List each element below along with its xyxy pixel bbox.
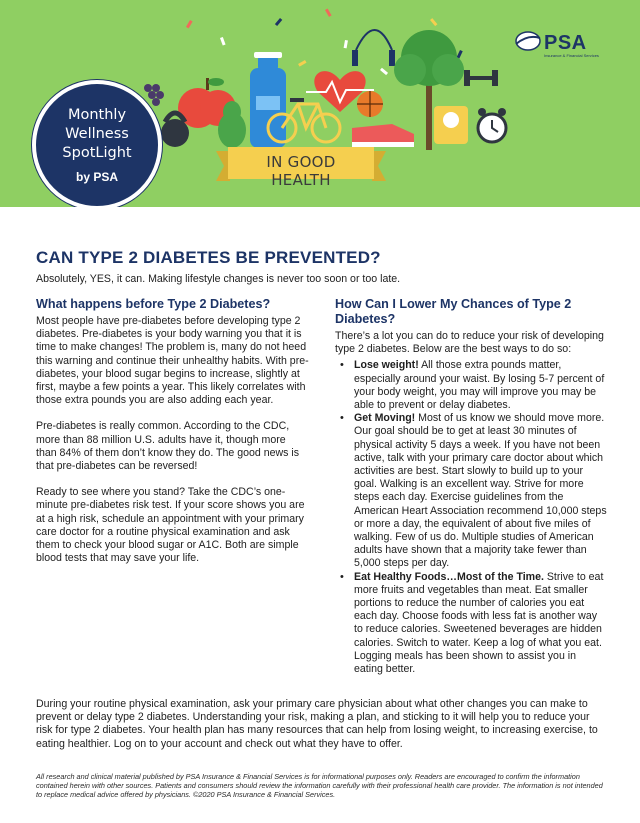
- badge-line-3: SpotLight: [62, 145, 132, 161]
- tip-title: Lose weight!: [354, 359, 419, 372]
- logo-text: PSA: [544, 32, 587, 54]
- tip-title: Eat Healthy Foods…Most of the Time.: [354, 570, 544, 583]
- bathroom-scale-icon: [434, 106, 468, 144]
- globe-swoosh-icon: [514, 30, 542, 52]
- article-header: [36, 248, 608, 285]
- tip-eat-healthy: [335, 571, 607, 677]
- in-good-health-ribbon: [216, 145, 386, 189]
- disclaimer: All research and clinical material published by PSA Insurance & Financial Services is for informational purposes only. Readers are encouraged to confirm the information contained herein with other sources. Patients and consumers should review the information carefully with their professional health care provider. The information is not intended to replace medical advice offered by physicians. ©2020 PSA Insurance & Financial Services.: [36, 772, 603, 800]
- left-column: [36, 297, 309, 578]
- left-paragraph-2: Pre-diabetes is really common. According to the CDC, more than 88 million U.S. adults have it, though more than 84% of them don’t know they do. The good news is that pre-diabetes can be reversed!: [36, 420, 300, 473]
- article-intro: Absolutely, YES, it can. Making lifestyle changes is never too soon or too late.: [36, 273, 401, 285]
- right-heading: How Can I Lower My Chances of Type 2 Diabetes?: [335, 297, 572, 326]
- basketball-icon: [357, 91, 383, 117]
- tip-lose-weight: [335, 359, 607, 412]
- ribbon-text: IN GOOD HEALTH: [266, 153, 336, 189]
- alarm-clock-icon: [478, 108, 506, 142]
- kettlebell-icon: [161, 113, 189, 147]
- psa-logo: [514, 30, 614, 60]
- closing-paragraph: During your routine physical examination, ask your primary care physician about what other changes you can make to prevent or delay type 2 diabetes. Understanding your risk, making a plan, and sticking to it will help you to reduce your risk for type 2 diabetes. Your health plan has many resources that can help from losing weight, to increasing exercise, to eating healthier. Log on to your account and check out what they have to offer.: [36, 698, 598, 750]
- badge-line-1: Monthly: [67, 107, 127, 123]
- health-illustration: [130, 0, 530, 150]
- jump-rope-icon: [352, 30, 395, 66]
- badge-byline: by PSA: [75, 170, 118, 184]
- tip-text: All those extra pounds matter, especially around your waist. By losing 5-7 percent of your body weight, you may will improve you may be able to prevent or delay diabetes.: [354, 359, 605, 412]
- tip-get-moving: [335, 412, 607, 570]
- dumbbell-icon: [464, 70, 498, 86]
- wellness-spotlight-badge: [32, 80, 162, 207]
- tip-title: Get Moving!: [354, 412, 416, 425]
- article-title: CAN TYPE 2 DIABETES BE PREVENTED?: [36, 248, 381, 267]
- right-column: [335, 297, 607, 676]
- left-paragraph-1: Most people have pre-diabetes before developing type 2 diabetes. Pre-diabetes is your body warning you that it is time to make changes! The problem is, many do not heed this warning and continue their unhealthy habits. With pre-diabetes, your blood sugar begins to increase, slightly at first, maybe a few points a year. This likely correlates with those extra pounds you are also adding each year.: [36, 315, 309, 407]
- logo-subtitle: Insurance & Financial Services: [544, 53, 599, 58]
- tips-list: [335, 359, 607, 676]
- left-paragraph-3: Ready to see where you stand? Take the CDC’s one-minute pre-diabetes risk test. If your score shows you are at a high risk, schedule an appointment with your primary care doctor for a routine physical examination and ask them to check your blood sugar or A1C. Both are simple blood tests that may save your life.: [36, 486, 305, 565]
- tip-text: Most of us know we should move more. Our goal should be to get at least 30 minutes of physical activity 5 days a week. If you have not been active, talk with your primary care doctor about which activities are best. Start slowly to build up to your goal. Walking is an excellent way. Strive for more steps each day. Exercise guidelines from the American Heart Association recommend 10,000 steps or more a day, the equivalent of about five miles of walking. Few of us do. Multiple studies of American adults have shown that a majority take fewer than 5,000 steps per day.: [354, 412, 607, 570]
- right-lead: There’s a lot you can do to reduce your risk of developing type 2 diabetes. Below are the best ways to do so:: [335, 330, 604, 356]
- tip-text: Strive to eat more fruits and vegetables than meat. Eat smaller portions to reduce the number of calories you eat each day. Choose foods with less fat is another way to reduce calories. Sweetened beverages are hidden calories. Switch to water. Keep a log of what you eat. Logging meals has been shown to assist you in eating better.: [354, 570, 604, 676]
- header-banner: [0, 0, 640, 207]
- sneaker-icon: [352, 124, 414, 147]
- left-heading: What happens before Type 2 Diabetes?: [36, 297, 271, 311]
- badge-line-2: Wellness: [65, 126, 129, 142]
